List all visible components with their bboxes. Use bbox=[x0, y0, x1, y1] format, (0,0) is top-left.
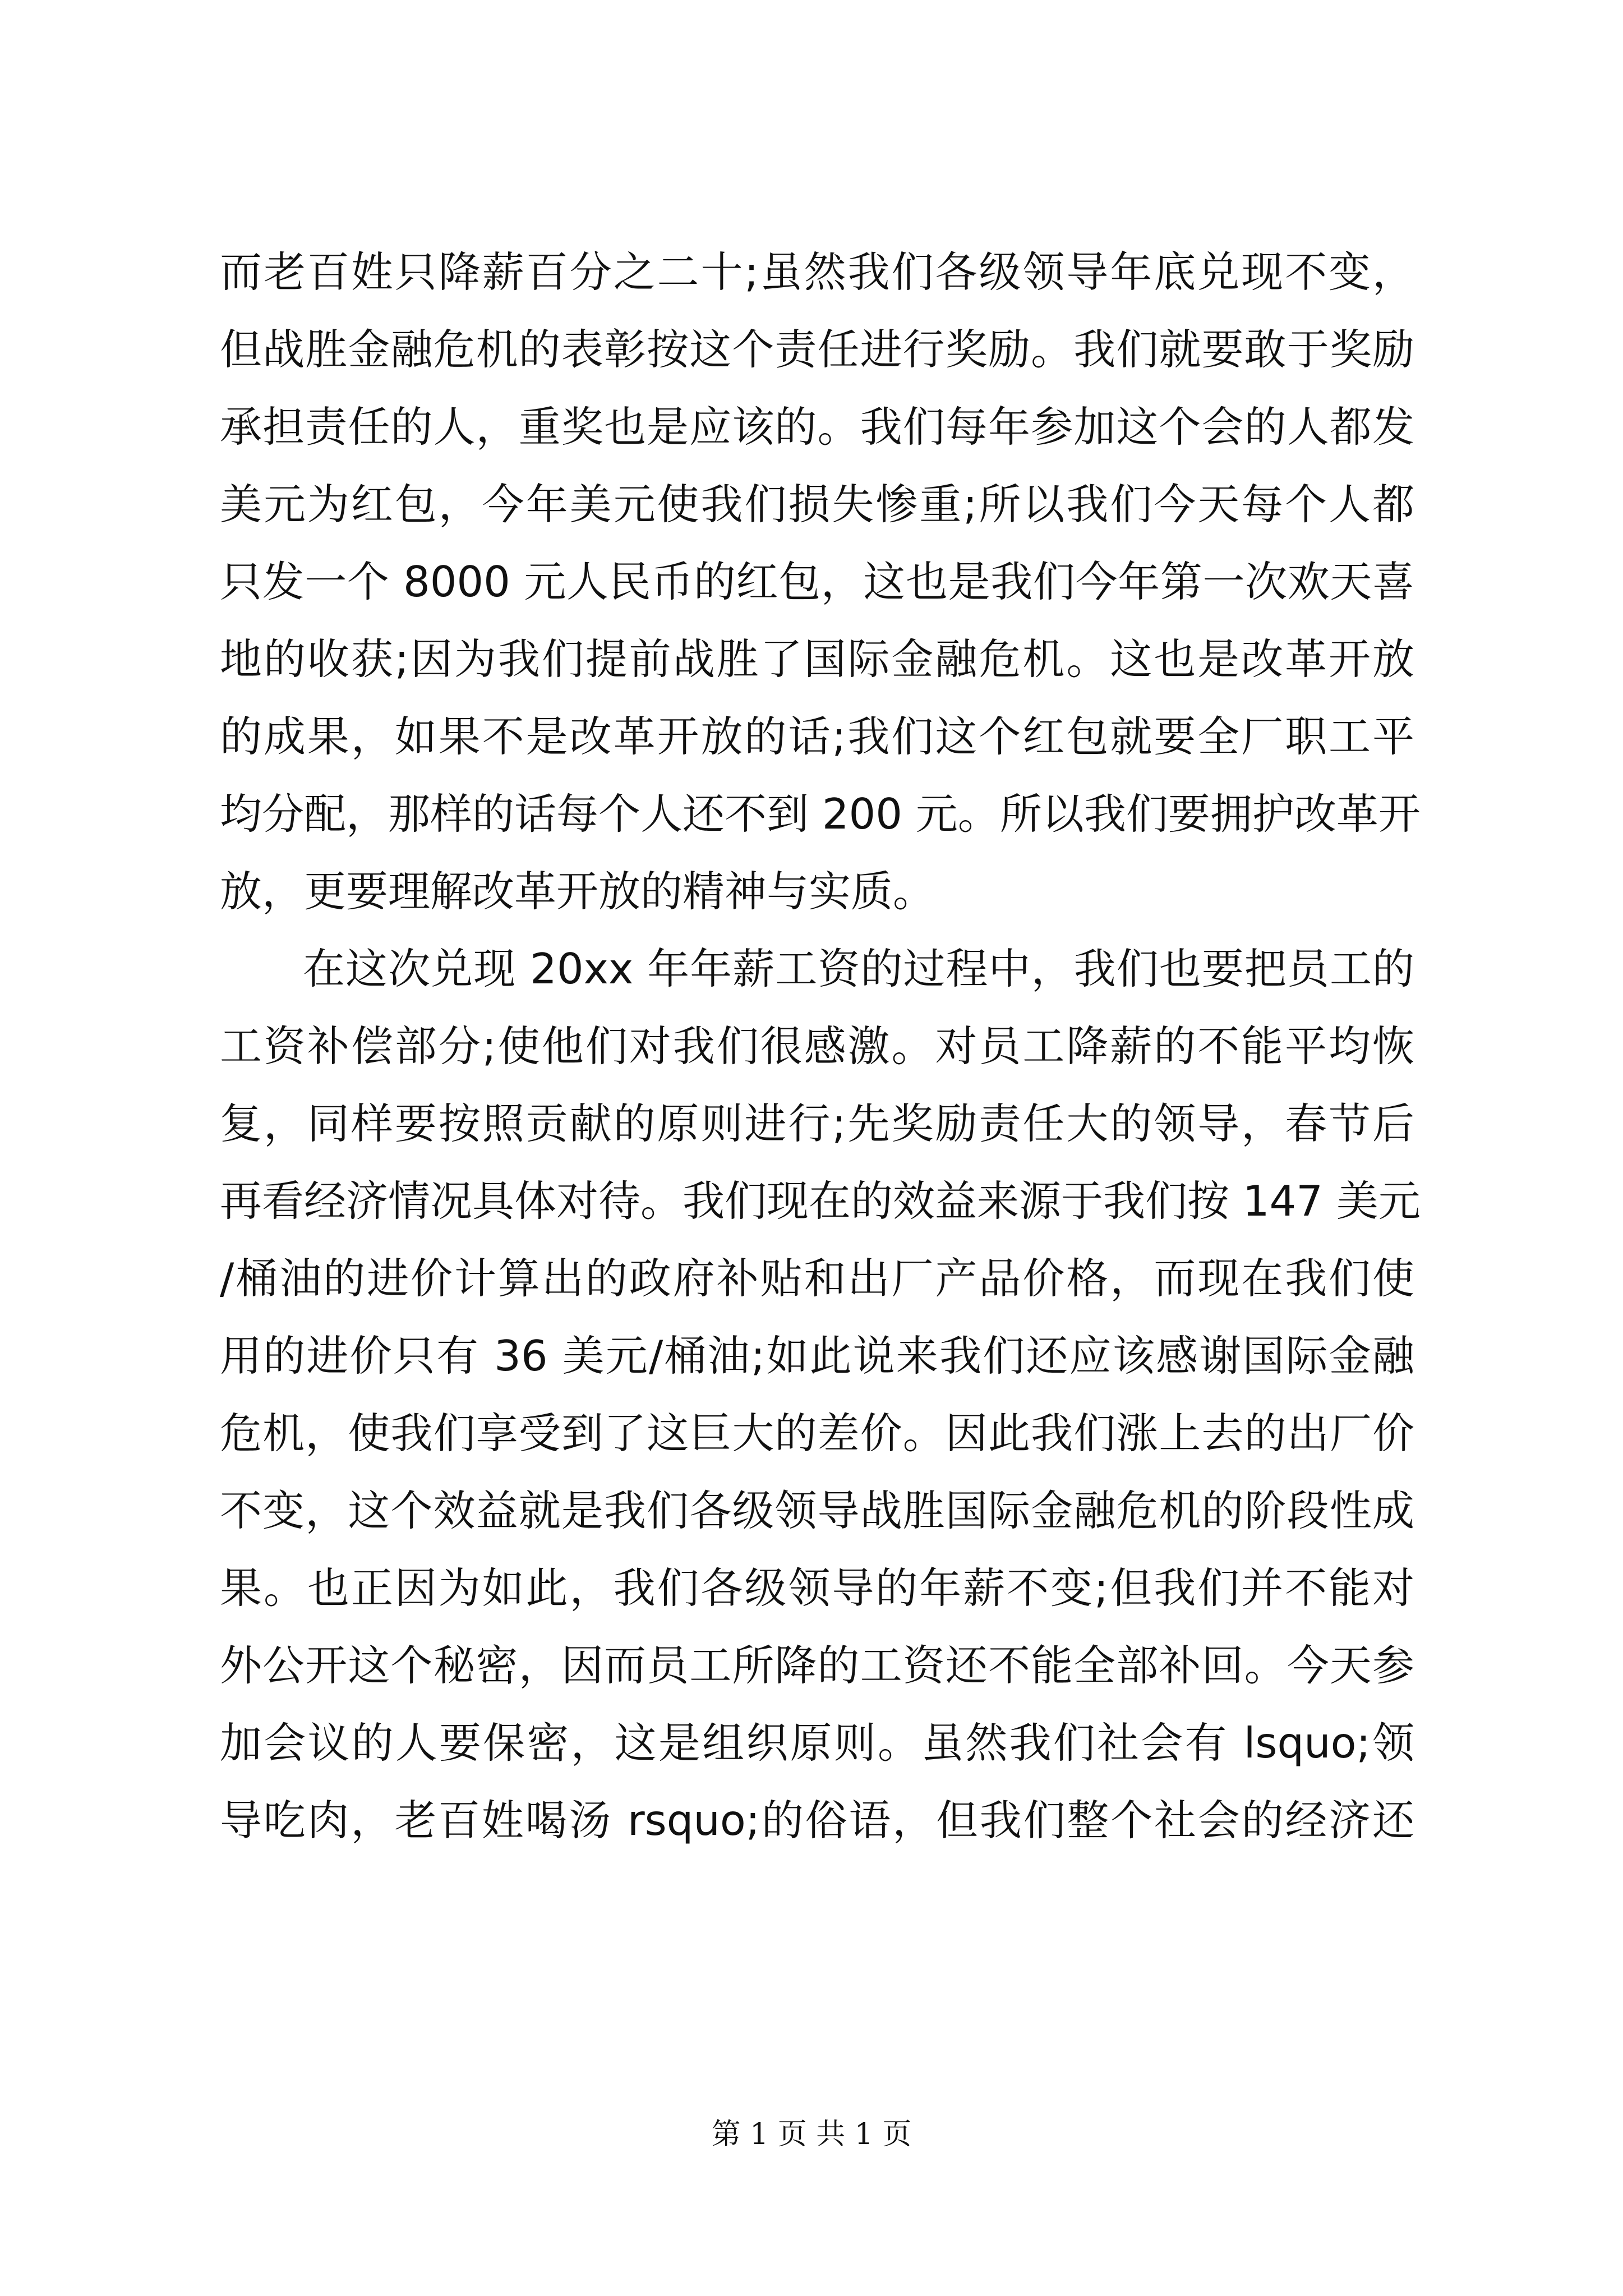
text-line: 复，同样要按照贡献的原则进行;先奖励责任大的领导，春节后 bbox=[220, 1099, 1414, 1148]
text-line: 危机，使我们享受到了这巨大的差价。因此我们涨上去的出厂价 bbox=[220, 1409, 1414, 1458]
page-footer: 第 1 页 共 1 页 bbox=[711, 2118, 912, 2151]
text-line: 放，更要理解改革开放的精神与实质。 bbox=[220, 867, 935, 916]
text-line: 的成果，如果不是改革开放的话;我们这个红包就要全厂职工平 bbox=[220, 712, 1414, 761]
text-line: 地的收获;因为我们提前战胜了国际金融危机。这也是改革开放 bbox=[220, 634, 1414, 684]
text-line: 承担责任的人，重奖也是应该的。我们每年参加这个会的人都发 bbox=[220, 402, 1414, 452]
text-line: 加会议的人要保密，这是组织原则。虽然我们社会有 lsquo;领 bbox=[220, 1718, 1414, 1768]
text-line: 而老百姓只降薪百分之二十;虽然我们各级领导年底兑现不变， bbox=[220, 247, 1414, 297]
text-line: 果。也正因为如此，我们各级领导的年薪不变;但我们并不能对 bbox=[220, 1563, 1414, 1613]
text-line: 均分配，那样的话每个人还不到 200 元。所以我们要拥护改革开 bbox=[220, 789, 1421, 839]
text-line: 只发一个 8000 元人民币的红包，这也是我们今年第一次欢天喜 bbox=[220, 557, 1414, 606]
text-line: /桶油的进价计算出的政府补贴和出厂产品价格，而现在我们使 bbox=[220, 1254, 1414, 1303]
text-line: 不变，这个效益就是我们各级领导战胜国际金融危机的阶段性成 bbox=[220, 1486, 1414, 1535]
text-line: 美元为红包，今年美元使我们损失惨重;所以我们今天每个人都 bbox=[220, 480, 1414, 529]
text-line: 但战胜金融危机的表彰按这个责任进行奖励。我们就要敢于奖励 bbox=[220, 325, 1414, 374]
paragraph-first-line: 在这次兑现 20xx 年年薪工资的过程中，我们也要把员工的 bbox=[303, 944, 1414, 993]
text-line: 用的进价只有 36 美元/桶油;如此说来我们还应该感谢国际金融 bbox=[220, 1331, 1414, 1381]
text-line: 工资补偿部分;使他们对我们很感激。对员工降薪的不能平均恢 bbox=[220, 1022, 1414, 1071]
text-line: 外公开这个秘密，因而员工所降的工资还不能全部补回。今天参 bbox=[220, 1641, 1414, 1690]
text-line: 再看经济情况具体对待。我们现在的效益来源于我们按 147 美元 bbox=[220, 1176, 1421, 1226]
text-line: 导吃肉，老百姓喝汤 rsquo;的俗语，但我们整个社会的经济还 bbox=[220, 1796, 1414, 1845]
